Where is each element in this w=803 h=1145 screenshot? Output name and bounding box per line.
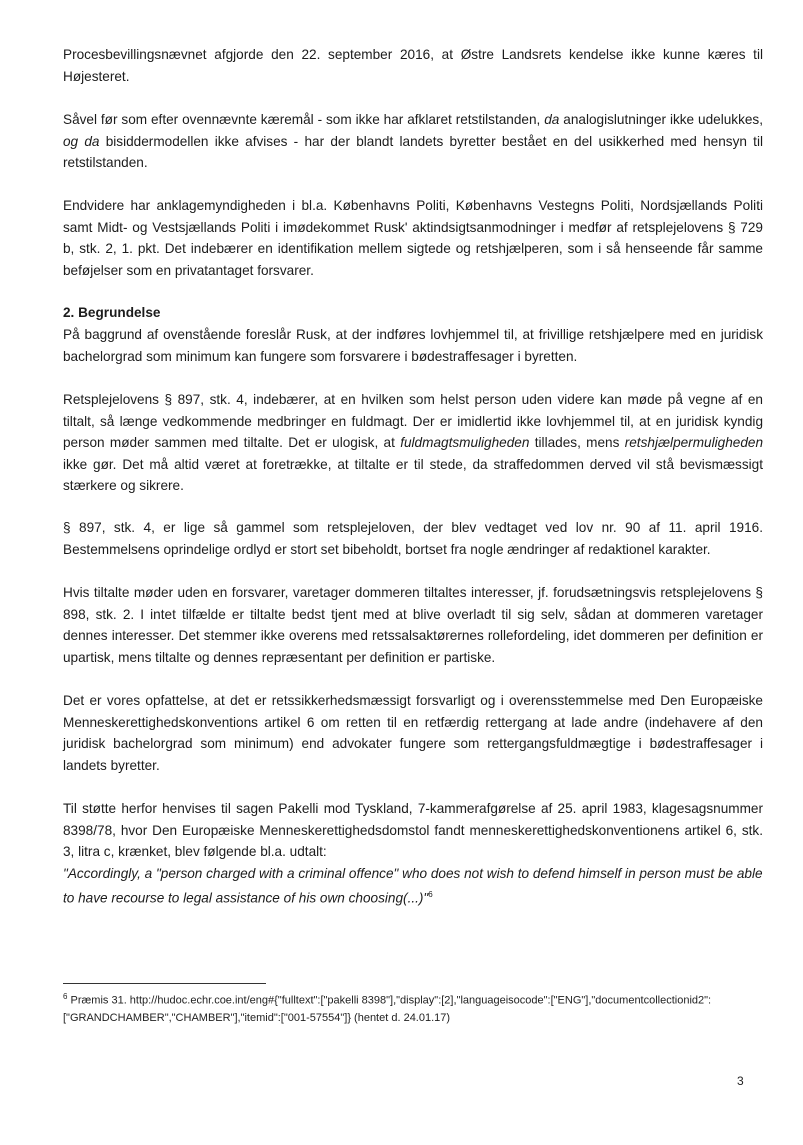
footnote-text: Præmis 31. http://hudoc.echr.coe.int/eng#{"fulltext":["pakelli 8398"],"display":[2],"languageisocode":["ENG"],"documentcollectionid2":["GRANDCHAMBER","CHAMBER"],"itemid":["001-57554"]} (hentet d. 24.01.17) bbox=[63, 994, 712, 1024]
footnote-separator bbox=[63, 983, 266, 984]
paragraph-law-history: § 897, stk. 4, er lige så gammel som retsplejeloven, der blev vedtaget ved lov nr. 90 af 11. april 1916. Bestemmelsens oprindelige ordlyd er stort set bibeholdt, bortset fra nogle ændringer af redaktionel karakter. bbox=[63, 520, 763, 557]
footnote-reference[interactable]: 6 bbox=[428, 890, 433, 899]
paragraph-section-897: Retsplejelovens § 897, stk. 4, indebærer, at en hvilken som helst person uden videre kan møde på vegne af en tiltalt, så længe vedkommende medbringer en fuldmagt. Der er imidlertid ikke lovhjemmel til, at en juridisk kyndig person møder sammen med tiltalte. Det er ulogisk, at fuldmagtsmuligheden tillades, mens retshjælpermuligheden ikke gør. Det må altid været at foretrække, at tiltalte er til stede, da straffedommen derved vil stå bevismæssigt stærkere og sikrere. bbox=[63, 392, 763, 493]
footnote bbox=[63, 988, 773, 1027]
page-number: 3 bbox=[737, 1074, 744, 1088]
paragraph-pakelli-case: Til støtte herfor henvises til sagen Pakelli mod Tyskland, 7-kammerafgørelse af 25. april 1983, klagesagsnummer 8398/78, hvor Den Europæiske Menneskerettighedsdomstol fandt menneskerettighedskonventionens artikel 6, stk. 3, litra c, krænket, blev følgende bl.a. udtalt: "Accordingly, a "person charged with a criminal offence" who does not wish to defend himself in person must be able to have recourse to legal assistance of his own choosing(...)"$^6$ bbox=[63, 798, 763, 909]
paragraph-police-access: Endvidere har anklagemyndigheden i bl.a. Københavns Politi, Københavns Vestegns Politi, Nordsjællands Politi samt Midt- og Vestsjællands Politi i imødekommet Rusk' aktindsigtsanmodninger i medfør af retsplejelovens § 729 b, stk. 2, 1. pkt. Det indebærer en identifikation mellem sigtede og retshjælperen, som i så henseende får samme beføjelser som en privatantaget forsvarer. bbox=[63, 198, 763, 278]
paragraph-proposal: På baggrund af ovenstående foreslår Rusk, at der indføres lovhjemmel til, at frivillige retshjælpere med en juridisk bachelorgrad som minimum kan fungere som forsvarere i bødestraffesager i byretten. bbox=[63, 327, 763, 364]
paragraph-judge-role: Hvis tiltalte møder uden en forsvarer, varetager dommeren tiltaltes interesser, jf. forudsætningsvis retsplejelovens § 898, stk. 2. I intet tilfælde er tiltalte bedst tjent med at blive overladt til sig selv, sådan at dommeren varetager dennes interesser. Det stemmer ikke overens med retssalsaktørernes rollefordeling, idet dommeren per definition er upartisk, mens tiltalte og dennes repræsentant per definition er partiske. bbox=[63, 585, 763, 665]
paragraph-opinion-echr: Det er vores opfattelse, at det er retssikkerhedsmæssigt forsvarligt og i overensstemmelse med Den Europæiske Menneskerettighedskonventions artikel 6 om retten til en retfærdig rettergang at lade andre (indehavere af den juridisk bachelorgrad som minimum) end advokater fungere som rettergangsfuldmægtige i bødestraffesager i landets byretter. bbox=[63, 693, 763, 773]
paragraph-kaeremaal-decision: Procesbevillingsnævnet afgjorde den 22. september 2016, at Østre Landsrets kendelse ikke kunne kæres til Højesteret. bbox=[63, 47, 763, 84]
paragraph-legal-uncertainty: Såvel før som efter ovennævnte kæremål - som ikke har afklaret retstilstanden, da analogislutninger ikke udelukkes, og da bisiddermodellen ikke afvises - har der blandt landets byretter bestået en del usikkerhed med hensyn til retstilstanden. bbox=[63, 112, 764, 170]
section-heading-begrundelse: 2. Begrundelse bbox=[63, 305, 161, 320]
footnote-number: 6 bbox=[63, 992, 68, 1001]
court-quote: "Accordingly, a "person charged with a criminal offence" who does not wish to defend himself in person must be able to have recourse to legal assistance of his own choosing(...)"$^6$ bbox=[63, 865, 763, 906]
